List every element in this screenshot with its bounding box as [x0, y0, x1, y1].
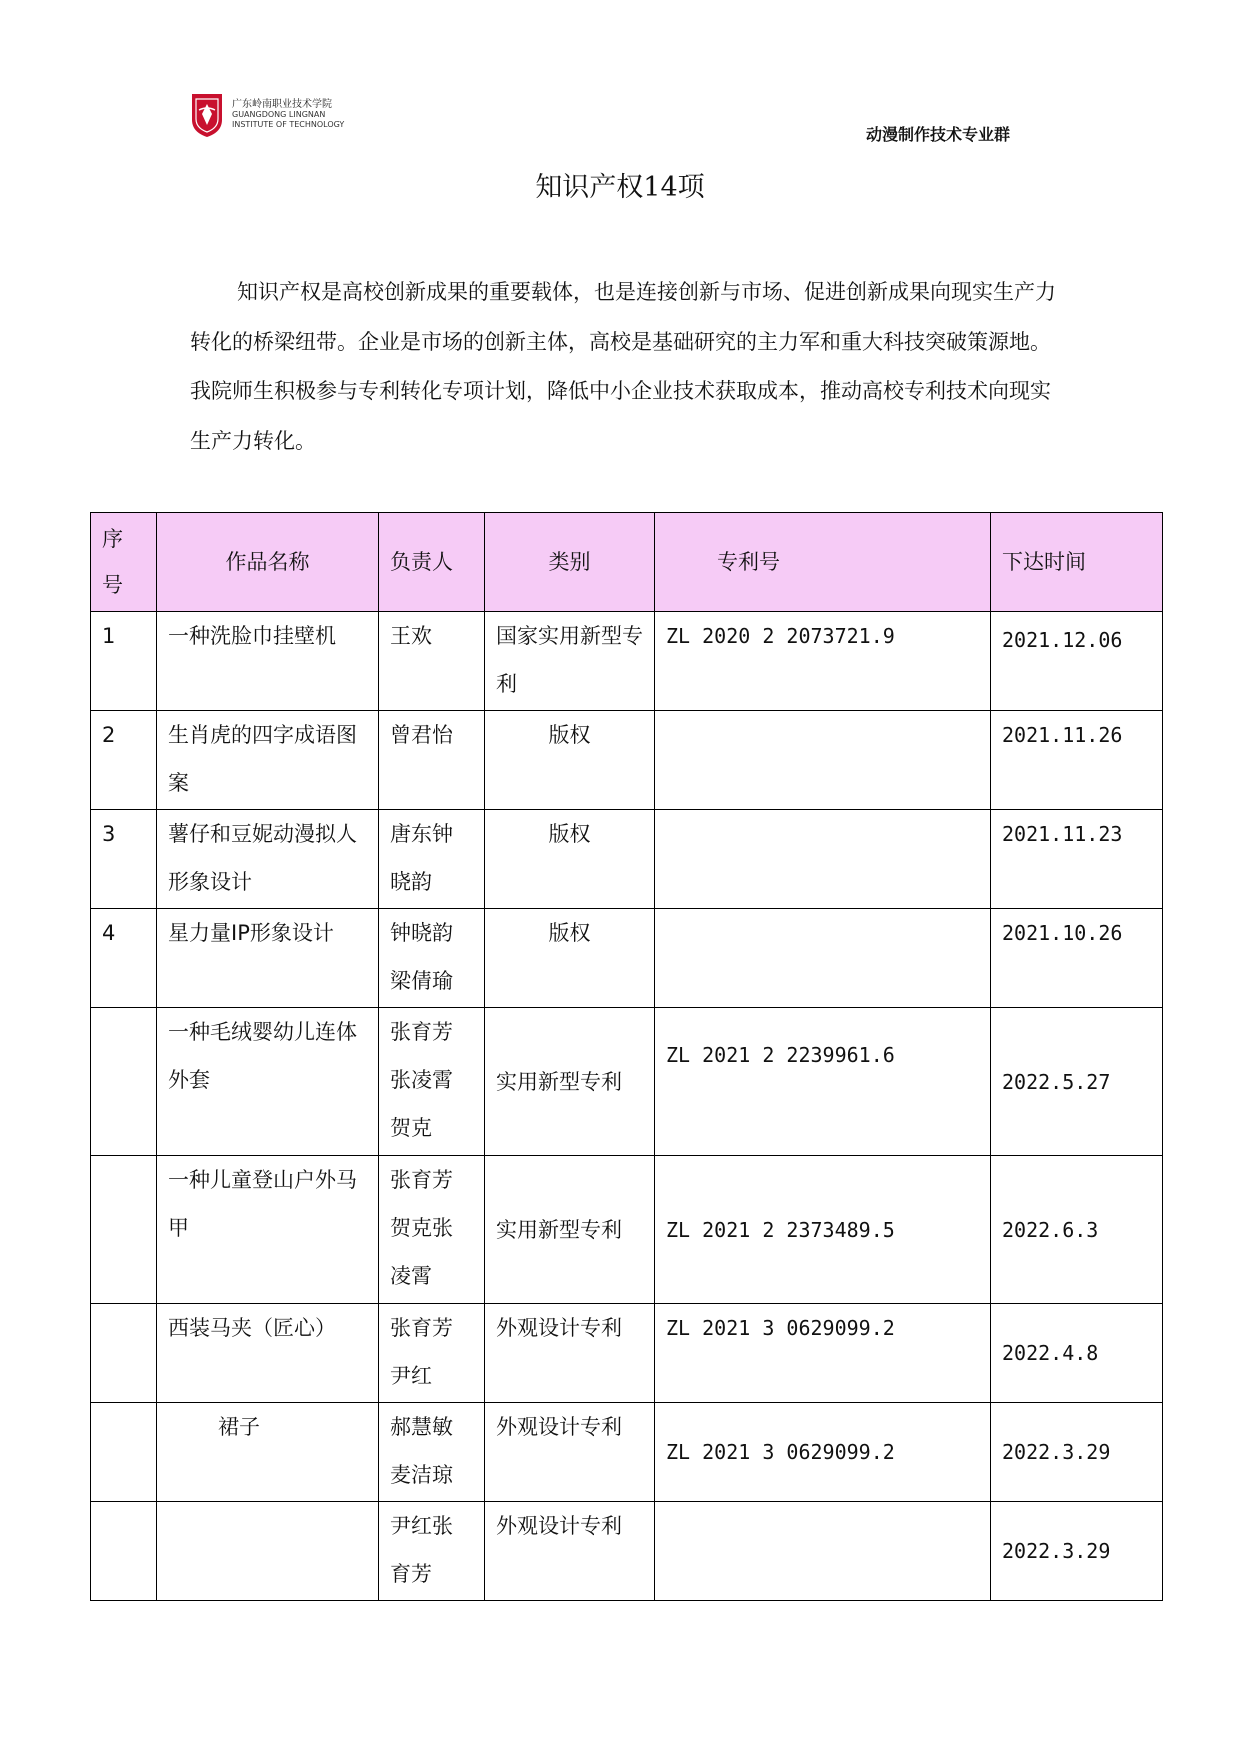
cell-owner: 张育芳贺克张凌霄: [379, 1156, 485, 1304]
cell-category: 版权: [485, 810, 655, 909]
program-group-name: 动漫制作技术专业群: [866, 125, 1011, 144]
cell-name: 薯仔和豆妮动漫拟人形象设计: [157, 810, 379, 909]
cell-patent: ZL 2021 3 0629099.2: [655, 1403, 991, 1502]
cell-patent: ZL 2021 2 2373489.5: [655, 1156, 991, 1304]
cell-category: 外观设计专利: [485, 1403, 655, 1502]
cell-no: [91, 1304, 157, 1403]
cell-no: [91, 1008, 157, 1156]
cell-patent: [655, 810, 991, 909]
cell-name: 一种儿童登山户外马甲: [157, 1156, 379, 1304]
cell-owner: 尹红张育芳: [379, 1502, 485, 1601]
cell-name: 生肖虎的四字成语图案: [157, 711, 379, 810]
table-row: [91, 612, 1163, 711]
cell-patent: ZL 2021 2 2239961.6: [655, 1008, 991, 1156]
cell-owner: 张育芳张凌霄贺克: [379, 1008, 485, 1156]
cell-category: 国家实用新型专利: [485, 612, 655, 711]
cell-name: 一种洗脸巾挂壁机: [157, 612, 379, 711]
cell-name: 裙子: [157, 1403, 379, 1502]
col-header-no-1: 序: [102, 527, 123, 551]
cell-owner: 张育芳尹红: [379, 1304, 485, 1403]
cell-no: [91, 1156, 157, 1304]
cell-date: 2022.6.3: [991, 1156, 1163, 1304]
cell-date: 2021.10.26: [991, 909, 1163, 1008]
ip-table: [90, 512, 1163, 1601]
cell-patent: [655, 909, 991, 1008]
table-row: [91, 1008, 1163, 1156]
cell-owner: 郝慧敏麦洁琼: [379, 1403, 485, 1502]
cell-patent: ZL 2020 2 2073721.9: [655, 612, 991, 711]
col-header-no: [91, 513, 157, 612]
cell-patent: [655, 1502, 991, 1601]
cell-date: 2021.11.26: [991, 711, 1163, 810]
cell-date: 2022.3.29: [991, 1403, 1163, 1502]
col-header-date: 下达时间: [991, 513, 1163, 612]
cell-no: 1: [91, 612, 157, 711]
cell-category: 外观设计专利: [485, 1304, 655, 1403]
table-row: [91, 1304, 1163, 1403]
cell-owner: 唐东钟晓韵: [379, 810, 485, 909]
table-row: [91, 711, 1163, 810]
table-row: [91, 1502, 1163, 1601]
cell-no: 2: [91, 711, 157, 810]
cell-date: 2021.12.06: [991, 612, 1163, 711]
cell-date: 2022.3.29: [991, 1502, 1163, 1601]
logo-school-name-en-1: GUANGDONG LINGNAN: [232, 110, 326, 119]
cell-name: 西装马夹（匠心）: [157, 1304, 379, 1403]
school-logo: [190, 92, 344, 138]
cell-no: [91, 1403, 157, 1502]
cell-category: 实用新型专利: [485, 1156, 655, 1304]
page-title: 知识产权14项: [535, 172, 705, 203]
logo-school-name: 广东岭南职业技术学院: [232, 99, 332, 110]
cell-no: 3: [91, 810, 157, 909]
col-header-owner: 负责人: [379, 513, 485, 612]
intro-paragraph: 知识产权是高校创新成果的重要载体，也是连接创新与市场、促进创新成果向现实生产力转化的桥梁纽带。企业是市场的创新主体，高校是基础研究的主力军和重大科技突破策源地。我院师生积极参与专利转化专项计划，降低中小企业技术获取成本，推动高校专利技术向现实生产力转化。: [190, 280, 1056, 453]
table-header-row: [91, 513, 1163, 612]
col-header-patent: [655, 513, 991, 612]
col-header-name: 作品名称: [157, 513, 379, 612]
cell-no: [91, 1502, 157, 1601]
cell-date: 2022.5.27: [991, 1008, 1163, 1156]
cell-name: [157, 1502, 379, 1601]
cell-patent: ZL 2021 3 0629099.2: [655, 1304, 991, 1403]
cell-name: 一种毛绒婴幼儿连体外套: [157, 1008, 379, 1156]
cell-category: 外观设计专利: [485, 1502, 655, 1601]
cell-date: 2021.11.23: [991, 810, 1163, 909]
col-header-patent-label: 专利号: [717, 550, 780, 574]
logo-text: [232, 100, 344, 130]
col-header-category: 类别: [485, 513, 655, 612]
cell-owner: 钟晓韵梁倩瑜: [379, 909, 485, 1008]
school-shield-icon: [190, 92, 224, 138]
cell-owner: 曾君怡: [379, 711, 485, 810]
cell-no: 4: [91, 909, 157, 1008]
table-row: [91, 909, 1163, 1008]
cell-name: 星力量IP形象设计: [157, 909, 379, 1008]
logo-school-name-en-2: INSTITUTE OF TECHNOLOGY: [232, 120, 345, 129]
cell-patent: [655, 711, 991, 810]
cell-owner: 王欢: [379, 612, 485, 711]
cell-category: 版权: [485, 909, 655, 1008]
cell-category: 实用新型专利: [485, 1008, 655, 1156]
cell-category: 版权: [485, 711, 655, 810]
table-row: [91, 1403, 1163, 1502]
cell-date: 2022.4.8: [991, 1304, 1163, 1403]
col-header-no-2: 号: [102, 573, 123, 597]
table-row: [91, 810, 1163, 909]
table-row: [91, 1156, 1163, 1304]
